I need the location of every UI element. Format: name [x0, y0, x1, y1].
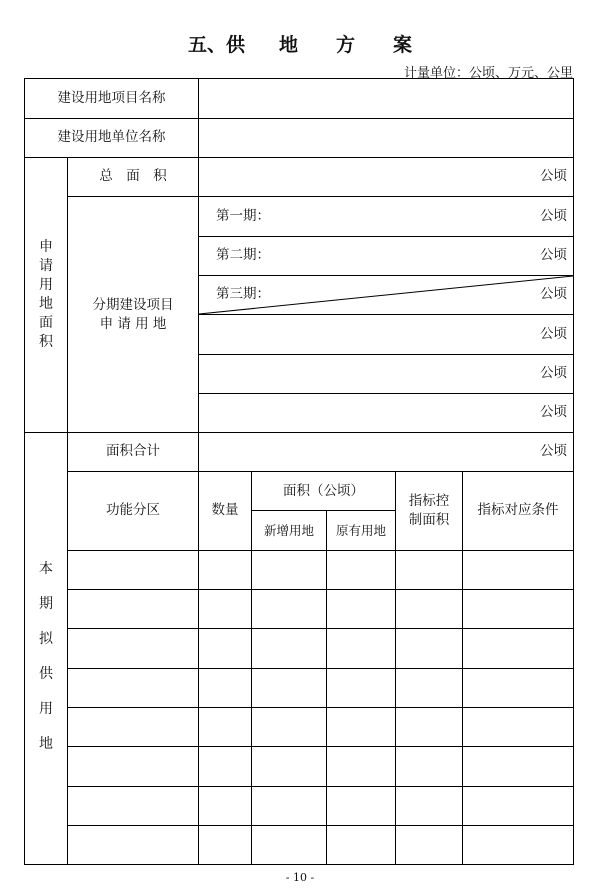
phase3-label: 第三期： [216, 286, 270, 302]
project-name-field[interactable] [200, 80, 572, 117]
phase3-unit: 公顷 [540, 286, 567, 302]
header-conditions: 指标对应条件 [477, 502, 559, 518]
phase5-unit: 公顷 [540, 365, 567, 381]
label-char: 本 [39, 561, 53, 577]
label-char: 积 [39, 334, 53, 350]
title-part: 五、供 [187, 34, 245, 56]
phase2-unit: 公顷 [540, 247, 567, 263]
phase1-unit: 公顷 [540, 208, 567, 224]
unit-name-field[interactable] [200, 120, 572, 156]
supply-label [36, 552, 56, 762]
project-name-label: 建设用地项目名称 [57, 90, 166, 106]
unit-name-label: 建设用地单位名称 [57, 129, 166, 145]
label-char: 用 [39, 701, 53, 717]
phase6-unit: 公顷 [540, 404, 567, 420]
title-part: 方 [336, 34, 356, 56]
unit-note: 计量单位：公顷、万元、公里 [403, 66, 573, 81]
label-char: 请 [39, 258, 53, 274]
label-char: 用 [39, 277, 53, 293]
total-area-unit: 公顷 [540, 168, 567, 184]
label-char: 供 [39, 666, 53, 682]
label-char: 期 [39, 596, 53, 612]
header-new-land: 新增用地 [263, 523, 314, 538]
label-char: 拟 [39, 631, 53, 647]
title-part: 案 [393, 34, 413, 56]
header-area-group: 面积（公顷） [283, 483, 364, 499]
phased-label-line1: 分期建设项目 [92, 297, 174, 313]
total-area-label: 总 面 积 [99, 168, 167, 184]
area-total-label: 面积合计 [106, 443, 160, 459]
label-char: 地 [39, 736, 53, 752]
label-char: 申 [39, 239, 53, 255]
header-count: 数量 [211, 502, 239, 518]
header-indicator-line1: 指标控 [408, 493, 450, 509]
area-total-unit: 公顷 [540, 443, 567, 459]
header-indicator-line2: 制面积 [408, 512, 450, 528]
label-char: 面 [39, 315, 53, 331]
phase2-label: 第二期： [216, 247, 270, 263]
phase1-label: 第一期： [216, 208, 270, 224]
page-number: - 10 - [285, 871, 315, 884]
header-existing-land: 原有用地 [335, 523, 386, 538]
phase4-unit: 公顷 [540, 326, 567, 342]
title-part: 地 [278, 34, 298, 56]
phased-label-line2: 申 请 用 地 [99, 316, 167, 332]
label-char: 地 [39, 296, 53, 312]
apply-area-label [36, 238, 56, 352]
header-zone: 功能分区 [106, 502, 160, 518]
